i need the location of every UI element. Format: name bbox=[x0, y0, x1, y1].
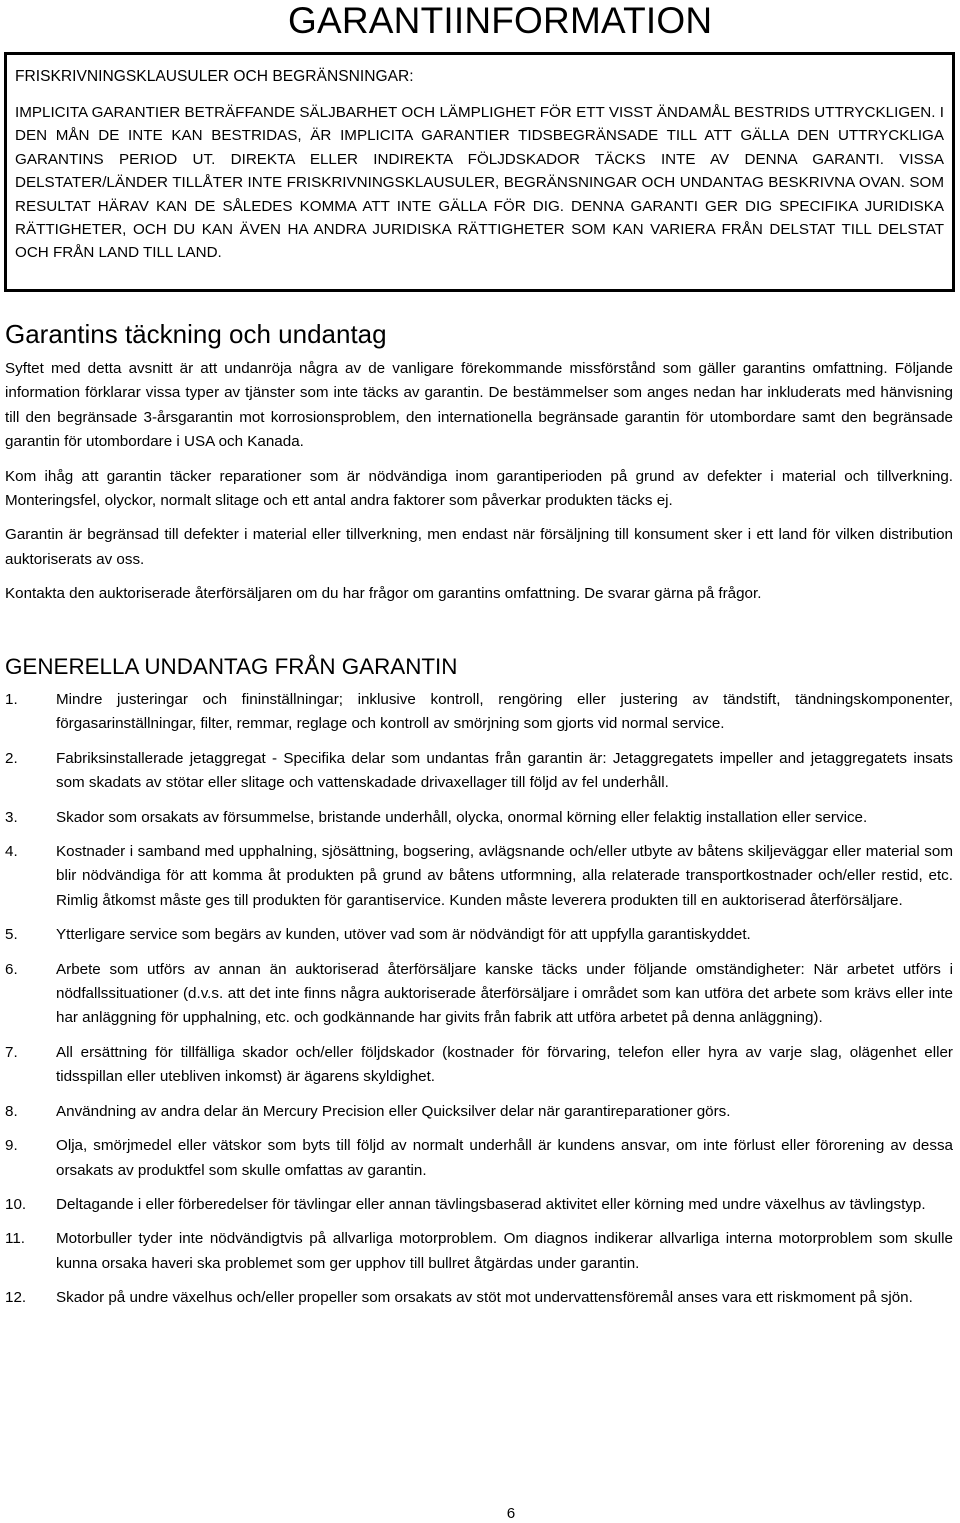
list-item bbox=[5, 747, 953, 796]
coverage-title: Garantins täckning och undantag bbox=[5, 319, 387, 349]
list-item-text: Motorbuller tyder inte nödvändigtvis på allvarliga motorproblem. Om diagnos indikerar allvarliga interna motorproblem som skulle kunna orsaka haveri ska problemet som ger upphov till bullret åtgärdas under garantin. bbox=[56, 1230, 953, 1272]
list-item bbox=[5, 1193, 953, 1217]
list-item-number: 6. bbox=[5, 960, 18, 978]
list-item-text: Ytterligare service som begärs av kunden, utöver vad som är nödvändigt för att uppfylla garantiskyddet. bbox=[56, 926, 751, 944]
list-item-text: Skador som orsakats av försummelse, bristande underhåll, olycka, onormal körning eller felaktig installation eller service. bbox=[56, 808, 868, 826]
list-item bbox=[5, 806, 953, 830]
list-item bbox=[5, 1227, 953, 1276]
list-item-number: 11. bbox=[5, 1230, 25, 1248]
coverage-paragraph: Garantin är begränsad till defekter i material eller tillverkning, men endast när försäljning till konsument sker i ett land för vilken distribution auktoriserats av oss. bbox=[5, 526, 953, 568]
list-item-text: Mindre justeringar och fininställningar; inklusive kontroll, rengöring eller justering av tändstift, tändningskomponenter, förgasarinställningar, filter, remmar, reglage och kontroll av smörjning som gjorts vid normal service. bbox=[56, 691, 953, 733]
list-item-number: 3. bbox=[5, 808, 18, 826]
disclaimer-body: IMPLICITA GARANTIER BETRÄFFANDE SÄLJBARHET OCH LÄMPLIGHET FÖR ETT VISST ÄNDAMÅL BESTRIDS UTTRYCKLIGEN. I DEN MÅN DE INTE KAN BESTRIDAS, ÄR IMPLICITA GARANTIER TIDSBEGRÄNSADE TILL ATT GÄLLA DEN UTTRYCKLIGA GARANTINS PERIOD UT. DIREKTA ELLER INDIREKTA FÖLJDSKADOR TÄCKS INTE AV DENNA GARANTI. VISSA DELSTATER/LÄNDER TILLÅTER INTE FRISKRIVNINGSKLAUSULER, BEGRÄNSNINGAR OCH UNDANTAG BESKRIVNA OVAN. SOM RESULTAT HÄRAV KAN DE SÅLEDES KOMMA ATT INTE GÄLLA FÖR DIG. DENNA GARANTI GER DIG SPECIFIKA JURIDISKA RÄTTIGHETER, OCH DU KAN ÄVEN HA ANDRA JURIDISKA RÄTTIGHETER SOM KAN VARIERA FRÅN DELSTAT TILL DELSTAT OCH FRÅN LAND TILL LAND. bbox=[15, 104, 944, 262]
list-item-number: 8. bbox=[5, 1102, 18, 1120]
list-item-text: Användning av andra delar än Mercury Precision eller Quicksilver delar när garantireparationer görs. bbox=[56, 1102, 731, 1120]
list-item-number: 7. bbox=[5, 1043, 18, 1061]
exclusions-title: GENERELLA UNDANTAG FRÅN GARANTIN bbox=[5, 654, 458, 679]
list-item bbox=[5, 1041, 953, 1090]
list-item bbox=[5, 688, 953, 737]
list-item-number: 10. bbox=[5, 1195, 27, 1213]
coverage-paragraph: Kom ihåg att garantin täcker reparationer som är nödvändiga inom garantiperioden på grund av defekter i material och tillverkning. Monteringsfel, olyckor, normalt slitage och ett antal andra faktorer som påverkar produkten täcks ej. bbox=[5, 467, 953, 510]
list-item-text: All ersättning för tillfälliga skador och/eller följdskador (kostnader för förvaring, telefon eller hyra av varje slag, olägenhet eller tidsspillan eller utebliven inkomst) är ägarens skyldighet. bbox=[56, 1043, 953, 1086]
list-item-text: Fabriksinstallerade jetaggregat - Specifika delar som undantas från garantin är: Jetaggregatets impeller and jetaggregatets insats som skadats av stötar eller slitage och vattenskadade drivaxellager till följd av fel underhåll. bbox=[56, 749, 953, 792]
list-item-number: 12. bbox=[5, 1289, 27, 1307]
disclaimer-heading: FRISKRIVNINGSKLAUSULER OCH BEGRÄNSNINGAR: bbox=[15, 68, 414, 85]
list-item bbox=[5, 1286, 953, 1310]
list-item-text: Skador på undre växelhus och/eller propeller som orsakats av stöt mot undervattensföremål anses vara ett riskmoment på sjön. bbox=[56, 1289, 913, 1307]
list-item bbox=[5, 1100, 953, 1124]
list-item-number: 9. bbox=[5, 1137, 18, 1155]
list-item-text: Arbete som utförs av annan än auktoriserad återförsäljare kanske täcks under följande omständigheter: När arbetet utförs i nödfallssituationer (d.v.s. att det inte finns några auktoriserade återförsäljare i området som kan utföra det arbete som krävs eller inte har anläggning för upphalning, etc. och godkännande har givits från fabrik att utföra arbetet på denna anläggning). bbox=[56, 960, 953, 1027]
list-item-number: 5. bbox=[5, 926, 18, 944]
exclusions-list bbox=[5, 688, 953, 1321]
list-item bbox=[5, 1134, 953, 1183]
coverage-paragraph: Syftet med detta avsnitt är att undanröja några av de vanligare förekommande missförstånd som gäller garantins omfattning. Följande information förklarar vissa typer av tjänster som inte täcks av garantin. De bestämmelser som anges nedan har inkluderats med hänvisning till den begränsade 3-årsgarantin mot korrosionsproblem, den internationella begränsade garantin för utombordare samt den begränsade garantin för utombordare i USA och Kanada. bbox=[5, 360, 953, 451]
coverage-paragraph: Kontakta den auktoriserade återförsäljaren om du har frågor om garantins omfattning. De svarar gärna på frågor. bbox=[5, 585, 762, 603]
list-item-number: 4. bbox=[5, 843, 18, 861]
list-item-text: Olja, smörjmedel eller vätskor som byts till följd av normalt underhåll är kundens ansvar, om inte förlust eller förorening av dessa orsakats av produktfel som skulle omfattas av garantin. bbox=[56, 1137, 953, 1179]
list-item-text: Deltagande i eller förberedelser för tävlingar eller annan tävlingsbaserad aktivitet eller körning med undre växelhus av tävlingstyp. bbox=[56, 1195, 926, 1213]
page-number: 6 bbox=[506, 1505, 516, 1522]
list-item-number: 2. bbox=[5, 749, 18, 767]
page-title: GARANTIINFORMATION bbox=[288, 0, 713, 41]
list-item bbox=[5, 840, 953, 913]
list-item-text: Kostnader i samband med upphalning, sjösättning, bogsering, avlägsnande och/eller utbyte av båtens skiljeväggar eller material som blir nödvändiga för att komma åt produkten på grund av båtens utformning, alla relaterade transportkostnader och/eller restid, etc. Rimlig åtkomst måste ges till produkten för garantiservice. Kunden måste leverera produkten till en auktoriserad återförsäljare. bbox=[56, 843, 953, 909]
disclaimer-box bbox=[4, 52, 955, 292]
list-item bbox=[5, 923, 953, 947]
coverage-section bbox=[5, 357, 953, 617]
list-item bbox=[5, 958, 953, 1031]
list-item-number: 1. bbox=[5, 691, 18, 708]
